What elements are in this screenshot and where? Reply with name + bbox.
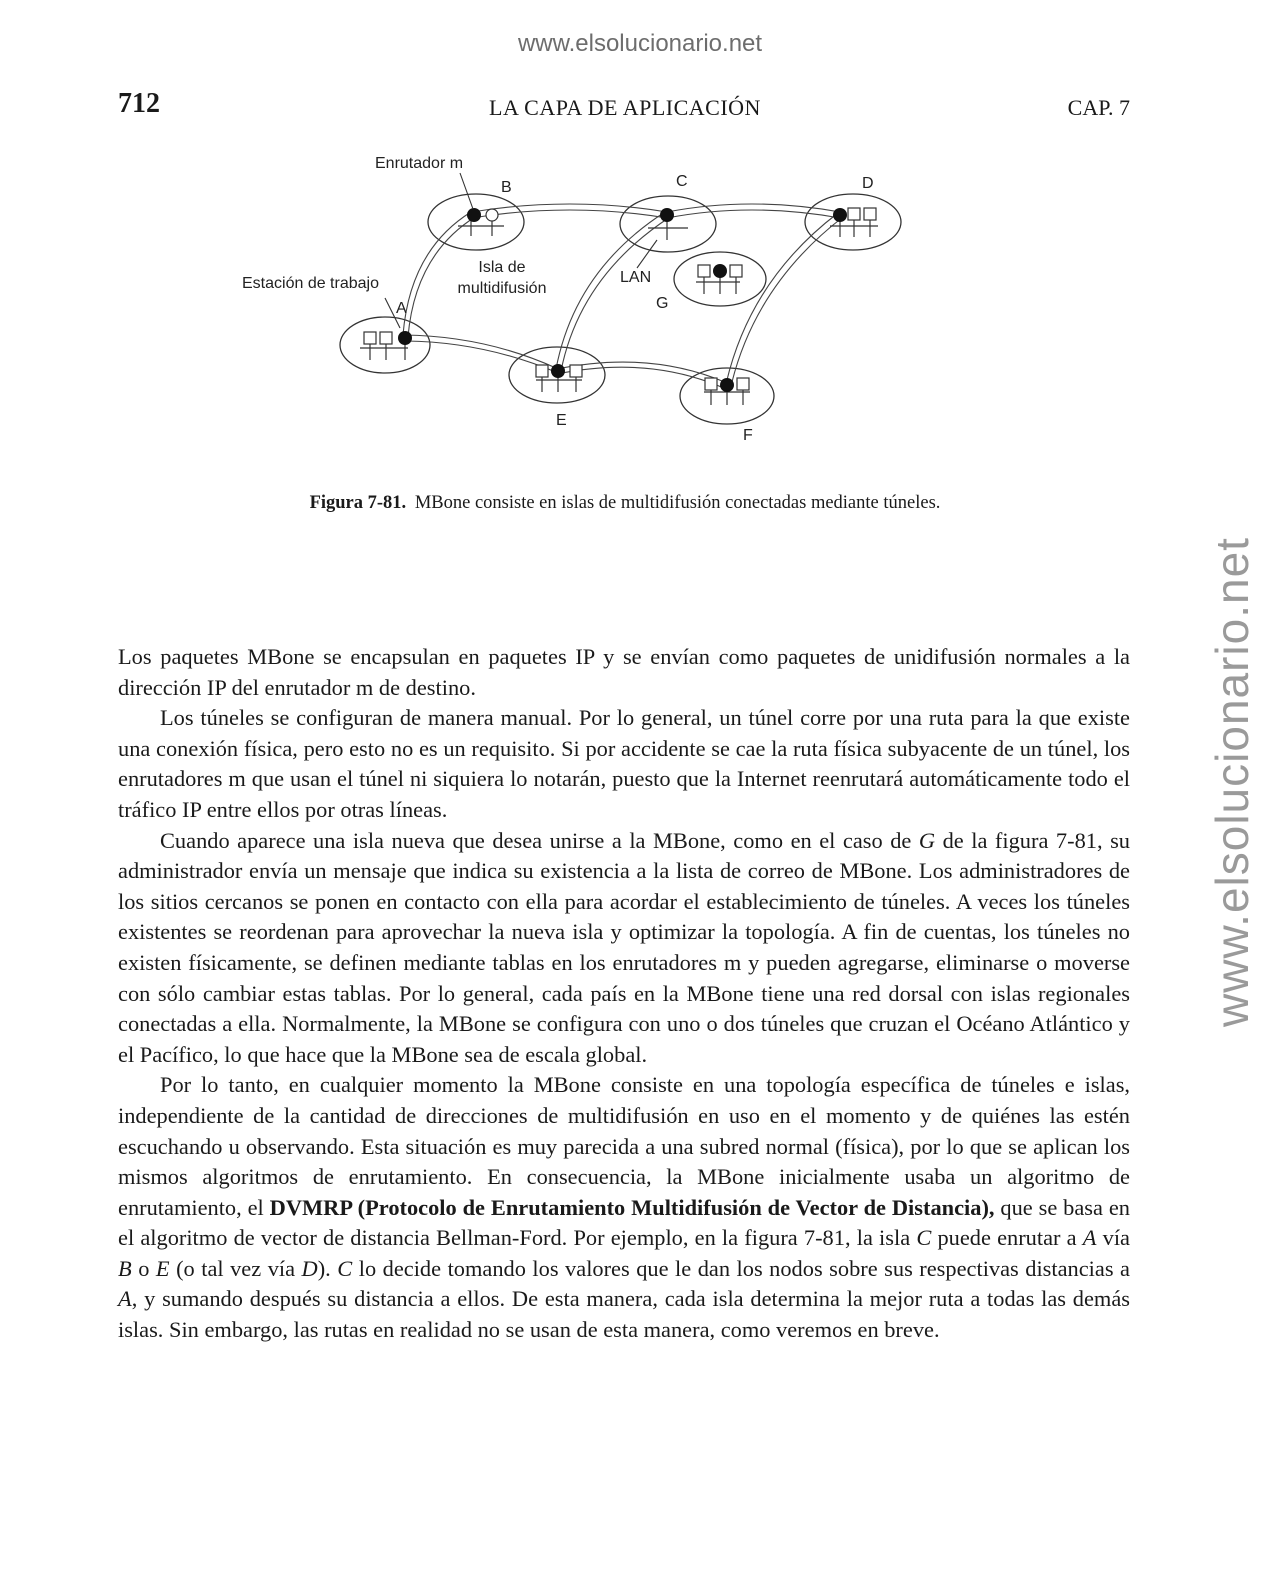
router-c bbox=[660, 208, 674, 222]
router-g bbox=[713, 264, 727, 278]
tunnel-a-b bbox=[403, 212, 471, 335]
router-d bbox=[833, 208, 847, 222]
caption-label: Figura 7-81. bbox=[309, 493, 407, 513]
mbone-diagram bbox=[230, 140, 930, 460]
paragraph-4: Por lo tanto, en cualquier momento la MBone consiste en una topología específica de túneles e islas, independiente de la cantidad de direcciones de multidifusión en uso en el momento y de quiénes las estén escuchando u observando. Esta situación es muy parecida a una subred normal (física), por lo que se aplican los mismos algoritmos de enrutamiento. En consecuencia, la MBone inicialmente usaba un algoritmo de enrutamiento, el DVMRP (Protocolo de Enrutamiento Multidifusión de Vector de Distancia), que se basa en el algoritmo de vector de distancia Bellman-Ford. Por ejemplo, en la figura 7-81, la isla C puede enrutar a A vía B o E (o tal vez vía D). C lo decide tomando los valores que le dan los nodos sobre sus respectivas distancias a A, y sumando después su distancia a ellos. De esta manera, cada isla determina la mejor ruta a todas las demás islas. Sin embargo, las rutas en realidad no se usan de esta manera, como veremos en breve. bbox=[118, 1072, 1130, 1343]
label-island-2: multidifusión bbox=[457, 280, 547, 297]
router-b bbox=[467, 208, 481, 222]
label-lan: LAN bbox=[620, 269, 652, 286]
running-title: LA CAPA DE APLICACIÓN bbox=[489, 95, 761, 120]
router-f bbox=[720, 378, 734, 392]
island-d bbox=[805, 194, 901, 250]
node-label-b: B bbox=[501, 179, 512, 196]
body-text bbox=[118, 642, 1130, 1346]
node-label-a: A bbox=[396, 300, 407, 317]
tunnel-d-f bbox=[726, 213, 838, 384]
tunnel-c-e bbox=[556, 212, 665, 369]
figure-caption bbox=[0, 493, 1250, 514]
label-router: Enrutador m bbox=[375, 155, 464, 172]
router-a bbox=[398, 331, 412, 345]
node-label-f: F bbox=[743, 427, 753, 444]
page-number: 712 bbox=[118, 88, 160, 119]
paragraph-3: Cuando aparece una isla nueva que desea unirse a la MBone, como en el caso de G de la figura 7-81, su administrador envía un mensaje que indica su existencia a la lista de correo de MBone. Los administradores de los sitios cercanos se ponen en contacto con ella para acordar el establecimiento de túneles. A veces los túneles existentes se reordenan para aprovechar la nueva isla y optimizar la topología. A fin de cuentas, los túneles no existen físicamente, se definen mediante tablas en los enrutadores m y pueden agregarse, eliminarse o moverse con sólo cambiar estas tablas. Por lo general, cada país en la MBone tiene una red dorsal con islas regionales conectadas a ella. Normalmente, la MBone se configura con uno o dos túneles que cruzan el Océano Atlántico y el Pacífico, lo que hace que la MBone sea de escala global. bbox=[118, 827, 1130, 1067]
caption-text: MBone consiste en islas de multidifusión conectadas mediante túneles. bbox=[414, 493, 941, 513]
node-label-e: E bbox=[556, 412, 567, 429]
node-label-g: G bbox=[656, 295, 669, 312]
paragraph-2: Los túneles se configuran de manera manual. Por lo general, un túnel corre por una ruta para la que existe una conexión física, pero esto no es un requisito. Si por accidente se cae la ruta física subyacente de un túnel, los enrutadores m que usan el túnel ni siquiera lo notarán, puesto que la Internet reenrutará automáticamente todo el tráfico IP entre ellos por otras líneas. bbox=[118, 705, 1130, 822]
node-label-c: C bbox=[676, 173, 688, 190]
island-a bbox=[340, 317, 430, 373]
watermark-top: www.elsolucionario.net bbox=[517, 30, 763, 57]
paragraph-1: Los paquetes MBone se encapsulan en paquetes IP y se envían como paquetes de unidifusión normales a la dirección IP del enrutador m de destino. bbox=[118, 644, 1130, 700]
tunnel-b-c bbox=[472, 204, 667, 212]
router-e bbox=[551, 364, 565, 378]
watermark-side: www.elsolucionario.net bbox=[1206, 537, 1258, 1027]
node-label-d: D bbox=[862, 175, 874, 192]
label-island-1: Isla de bbox=[478, 259, 526, 276]
chapter-label: CAP. 7 bbox=[1067, 95, 1130, 120]
label-workstation: Estación de trabajo bbox=[242, 275, 379, 292]
island-b bbox=[428, 194, 524, 250]
